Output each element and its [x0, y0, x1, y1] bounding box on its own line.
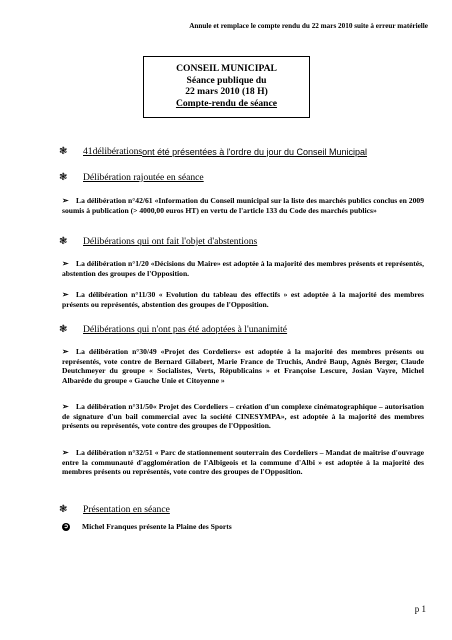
title-line-3: 22 mars 2010 (18 H): [185, 86, 268, 98]
arrow-bullet-icon: ➢: [62, 196, 69, 205]
heading-text: Délibération rajoutée en séance: [83, 172, 204, 183]
heading-text: Délibérations qui n'ont pas été adoptées à l'unanimité: [83, 324, 288, 335]
presentation-text: Michel Franques présente la Plaine des Sports: [82, 522, 232, 531]
heading-text: Délibérations qui ont fait l'objet d'abstentions: [83, 236, 258, 247]
arrow-bullet-icon: ➢: [62, 259, 69, 268]
flower-bullet-icon: ❃: [59, 504, 68, 515]
paragraph-text: La délibération n°1/20 «Décisions du Maire» est adoptée à la majorité des membres présents et représentés, abstention des groupes de l'Opposition.: [62, 259, 424, 278]
section-heading-added: [59, 172, 412, 183]
section-heading-abstentions: [59, 236, 412, 247]
flower-bullet-icon: ❃: [59, 324, 68, 335]
flower-bullet-icon: ❃: [59, 146, 68, 157]
page-number: p 1: [414, 604, 426, 614]
title-line-1: CONSEIL MUNICIPAL: [176, 63, 277, 74]
arrow-bullet-icon: ➢: [62, 347, 69, 356]
paragraph-text: La délibération n°11/30 « Evolution du tableau des effectifs » est adoptée à la majorité des membres présents ou représentés, abstention des groupes de l'Opposition.: [62, 290, 424, 309]
circle-arrow-icon: ➲: [63, 523, 69, 530]
section-heading-presentation: [59, 504, 412, 515]
correction-note: Annule et remplace le compte rendu du 22 mars 2010 suite à erreur matérielle: [189, 22, 428, 30]
title-line-4: Compte-rendu de séance: [175, 97, 278, 109]
arrow-bullet-icon: ➢: [62, 402, 69, 411]
paragraph-added-deliberation: [62, 196, 424, 215]
heading-mid: délibérations: [92, 146, 143, 157]
flower-bullet-icon: ❃: [59, 172, 68, 183]
flower-bullet-icon: ❃: [59, 236, 68, 247]
paragraph-not-unanimous-2: [62, 402, 424, 431]
paragraph-text: La délibération n°31/50« Projet des Cordeliers – création d'un complexe cinématographique – autorisation de signature d'un bail commercial avec la société CINESYMPA», est adoptée à la majorité des membres présents ou représentés, vote contre des groupes de l'Opposition.: [62, 402, 424, 431]
section-heading-not-unanimous: [59, 324, 412, 335]
paragraph-text: La délibération n°32/51 « Parc de stationnement souterrain des Cordeliers – Mandat de maîtrise d'ouvrage entre la communauté d'agglomération de l'Albigeois et la commune d'Albi » est adoptée à la majorité des membres présents ou représentés, vote contre des groupes de l'Opposition.: [62, 448, 424, 477]
arrow-bullet-icon: ➢: [62, 448, 69, 457]
arrow-bullet-icon: ➢: [62, 290, 69, 299]
heading-prefix: 41: [83, 146, 93, 157]
paragraph-not-unanimous-3: [62, 448, 424, 477]
presentation-item: [62, 522, 232, 531]
heading-text: Présentation en séance: [83, 504, 170, 515]
heading-rest: ont été présentées à l'ordre du jour du Conseil Municipal: [142, 146, 368, 157]
paragraph-not-unanimous-1: [62, 347, 424, 385]
paragraph-abstention-2: [62, 290, 424, 309]
title-line-2: Séance publique du: [186, 74, 267, 86]
title-box: [143, 56, 310, 118]
paragraph-text: La délibération n°42/61 «Information du Conseil municipal sur la liste des marchés publics conclus en 2009 soumis à publication (> 4000,00 euros HT) en vertu de l'article 133 du Code des marchés publics»: [62, 196, 424, 215]
paragraph-abstention-1: [62, 259, 424, 278]
section-heading-deliberations-count: [59, 146, 412, 157]
paragraph-text: La délibération n°30/49 «Projet des Cordeliers» est adoptée à la majorité des membres présents ou représentés, vote contre de Bernard Gilabert, Marie France de Truchis, André Baup, Agnès Berger, Claude Deutchmeyer du groupe « Socialistes, Verts, Républicains » et Françoise Lescure, Josian Vayre, Michel Albaréde du groupe « Gauche Unie et Citoyenne »: [62, 347, 424, 385]
